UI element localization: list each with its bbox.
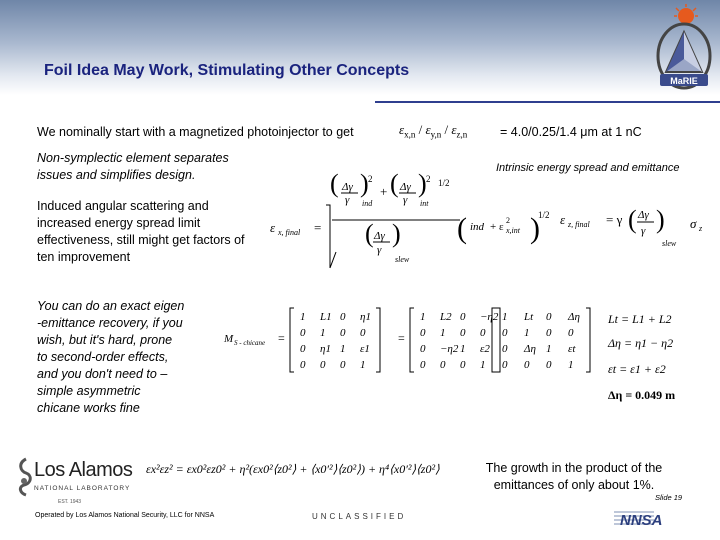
matrix-cell: 0: [300, 359, 306, 371]
matrix-cell: 0: [502, 343, 508, 355]
matrix-cell: 0: [420, 359, 426, 371]
note-line: Non-symplectic element separates: [37, 151, 229, 165]
matrix-cell: 1: [320, 327, 326, 339]
growth-equation: εx²εz² = εx0²εz0² + η²(εx0²⟨z0²⟩ + ⟨x0′²⟩⟨z0²⟩) + η⁴⟨x0′²⟩⟨z0²⟩: [146, 462, 440, 476]
svg-text:int: int: [420, 199, 429, 208]
svg-text:γ: γ: [377, 244, 382, 256]
note-eigen-emittance: [37, 298, 184, 417]
svg-text:ind: ind: [470, 221, 485, 233]
matrix-cell: 0: [460, 311, 466, 323]
matrix-cell: 1: [340, 343, 346, 355]
svg-text:): ): [418, 170, 427, 198]
matrix-cell: 0: [420, 343, 426, 355]
emittance-equation: [270, 170, 710, 270]
svg-text:x,int: x,int: [506, 226, 520, 235]
svg-text:): ): [392, 219, 401, 248]
svg-text:Δγ: Δγ: [400, 181, 411, 193]
matrix-cell: Lt: [524, 311, 534, 323]
svg-text:=: =: [314, 220, 322, 235]
svg-text:γ: γ: [345, 194, 350, 206]
matrix-cell: 1: [480, 359, 486, 371]
matrix-cell: 1: [300, 311, 306, 323]
matrix-cell: 0: [320, 359, 326, 371]
matrix-cell: 0: [546, 311, 552, 323]
matrix-cell: 1: [420, 311, 426, 323]
note-line: -emittance recovery, if you: [37, 316, 183, 330]
matrix-bracket-left: [492, 308, 496, 372]
matrix-bracket-left: [290, 308, 294, 372]
note-line: and you don't need to –: [37, 367, 168, 381]
svg-text:(: (: [365, 219, 374, 248]
matrix-cell: ε2: [480, 343, 490, 355]
matrix-cell: η1: [360, 311, 371, 323]
chicane-matrix-result: [488, 298, 598, 378]
svg-text:2: 2: [506, 216, 510, 225]
note-line: simple asymmetric: [37, 384, 141, 398]
matrix-cell: 0: [546, 327, 552, 339]
footer-operated-by: Operated by Los Alamos National Security, LLC for NNSA: [35, 512, 215, 519]
matrix-cell: 0: [460, 327, 466, 339]
matrix-cell: 0: [568, 327, 574, 339]
deta-equation: Δη = η1 − η2: [608, 336, 674, 350]
matrix-cell: −η2: [440, 343, 459, 355]
svg-text:1/2: 1/2: [438, 178, 450, 188]
matrix-cell: 0: [340, 359, 346, 371]
svg-text:(: (: [390, 170, 399, 198]
svg-text:slew: slew: [395, 255, 410, 264]
svg-text:+ ε: + ε: [490, 221, 504, 233]
svg-text:ind: ind: [362, 199, 373, 208]
matrix-cell: 1: [568, 359, 574, 371]
svg-text:1/2: 1/2: [538, 210, 550, 220]
svg-text:Δγ: Δγ: [342, 181, 353, 193]
matrix-cell: 0: [480, 327, 486, 339]
matrix-cell: 0: [440, 359, 446, 371]
et-equation: εt = ε1 + ε2: [608, 362, 666, 376]
svg-text:Δγ: Δγ: [374, 230, 385, 242]
lanl-name: Los Alamos: [34, 459, 133, 481]
matrix-cell: 0: [546, 359, 552, 371]
note-line: wish, but it's hard, prone: [37, 333, 173, 347]
matrix-cell: 0: [502, 327, 508, 339]
lanl-subtitle: NATIONAL LABORATORY: [34, 485, 131, 492]
ex-final-sub: x, final: [278, 228, 301, 237]
svg-text:(: (: [330, 170, 339, 198]
matrix-cell: −η2: [480, 311, 499, 323]
matrix-cell: 0: [300, 327, 306, 339]
note-line: emittances of only about 1%.: [493, 478, 655, 492]
svg-text:+: +: [380, 184, 388, 199]
note-line: You can do an exact eigen: [37, 299, 185, 313]
header-band: [0, 0, 720, 95]
svg-text:S - chicane: S - chicane: [234, 339, 266, 347]
matrix-bracket-right: [376, 308, 380, 372]
note-line: The growth in the product of the: [485, 461, 663, 475]
chicane-label: M: [224, 333, 234, 345]
marie-logo: [636, 4, 716, 94]
matrix-cell: 0: [524, 359, 530, 371]
matrix-bracket-left: [410, 308, 414, 372]
note-line: ten improvement: [37, 250, 131, 264]
svg-text:= γ: = γ: [606, 212, 623, 227]
svg-text:(: (: [457, 212, 467, 245]
note-line: increased energy spread limit: [37, 216, 201, 230]
intrinsic-note: Intrinsic energy spread and emittance: [496, 162, 680, 174]
matrix-cell: 0: [460, 359, 466, 371]
svg-text:z, final: z, final: [568, 220, 590, 229]
matrix-cell: ε1: [360, 343, 370, 355]
matrix-cell: 0: [340, 311, 346, 323]
intro-text: We nominally start with a magnetized photoinjector to get: [37, 125, 354, 139]
header-rule: [375, 101, 720, 103]
los-alamos-mark-icon: [14, 457, 36, 497]
footer-classification: UNCLASSIFIED: [312, 512, 407, 521]
svg-text:2: 2: [368, 174, 373, 184]
note-angular-scattering: [37, 198, 245, 266]
matrix-cell: 0: [502, 359, 508, 371]
matrix-cell: 1: [360, 359, 366, 371]
matrix-cell: 1: [460, 343, 466, 355]
los-alamos-logo: [14, 455, 134, 515]
note-non-symplectic: [37, 150, 229, 184]
lt-equation: Lt = L1 + L2: [608, 312, 672, 326]
svg-text:): ): [656, 205, 665, 234]
matrix-cell: Δη: [524, 343, 536, 355]
slide-number: Slide 19: [655, 493, 683, 502]
note-line: Induced angular scattering and: [37, 199, 209, 213]
matrix-cell: 1: [440, 327, 446, 339]
svg-text:z: z: [699, 224, 703, 233]
matrix-cell: Δη: [568, 311, 580, 323]
matrix-cell: εt: [568, 343, 576, 355]
matrix-cell: 0: [420, 327, 426, 339]
matrix-cell: 0: [360, 327, 366, 339]
nnsa-text: NNSA: [620, 512, 663, 529]
emittance-ratio-text: = 4.0/0.25/1.4 μm at 1 nC: [500, 125, 642, 139]
svg-text:2: 2: [426, 174, 431, 184]
matrix-cell: 1: [546, 343, 552, 355]
svg-text:): ): [530, 212, 540, 245]
note-line: chicane works fine: [37, 401, 140, 415]
matrix-cell: L2: [440, 311, 452, 323]
svg-text:): ): [360, 170, 369, 198]
lanl-est: EST. 1943: [58, 499, 82, 505]
svg-text:γ: γ: [403, 194, 408, 206]
growth-note: [474, 460, 674, 494]
note-line: issues and simplifies design.: [37, 168, 196, 182]
marie-logo-text: MaRIE: [670, 76, 698, 86]
svg-text:=: =: [278, 331, 285, 345]
matrix-cell: 1: [502, 311, 508, 323]
matrix-cell: η1: [320, 343, 331, 355]
slide-title: Foil Idea May Work, Stimulating Other Concepts: [44, 62, 410, 79]
deta-value: Δη = 0.049 m: [608, 388, 676, 402]
note-line: effectiveness, still might get factors of: [37, 233, 245, 247]
chicane-matrix-2: [410, 308, 500, 372]
svg-text:slew: slew: [662, 239, 677, 248]
note-line: to second-order effects,: [37, 350, 169, 364]
svg-text:=: =: [398, 331, 405, 345]
matrix-cell: 1: [524, 327, 530, 339]
nnsa-logo: [614, 508, 686, 530]
chicane-matrix-1: [290, 308, 380, 372]
ez-final-symbol: ε: [560, 212, 566, 227]
matrix-cell: 0: [340, 327, 346, 339]
svg-text:(: (: [628, 205, 637, 234]
matrix-bracket-right: [586, 308, 590, 372]
ex-final-symbol: ε: [270, 220, 276, 235]
ratio-equation: $\varepsilon_{x,n} / \varepsilon_{y,n} / \varepsilon_{z,n}$: [399, 122, 468, 140]
svg-text:Δγ: Δγ: [638, 209, 649, 221]
svg-text:σ: σ: [690, 216, 697, 231]
svg-text:γ: γ: [641, 225, 646, 237]
matrix-cell: L1: [320, 311, 332, 323]
matrix-cell: 0: [300, 343, 306, 355]
